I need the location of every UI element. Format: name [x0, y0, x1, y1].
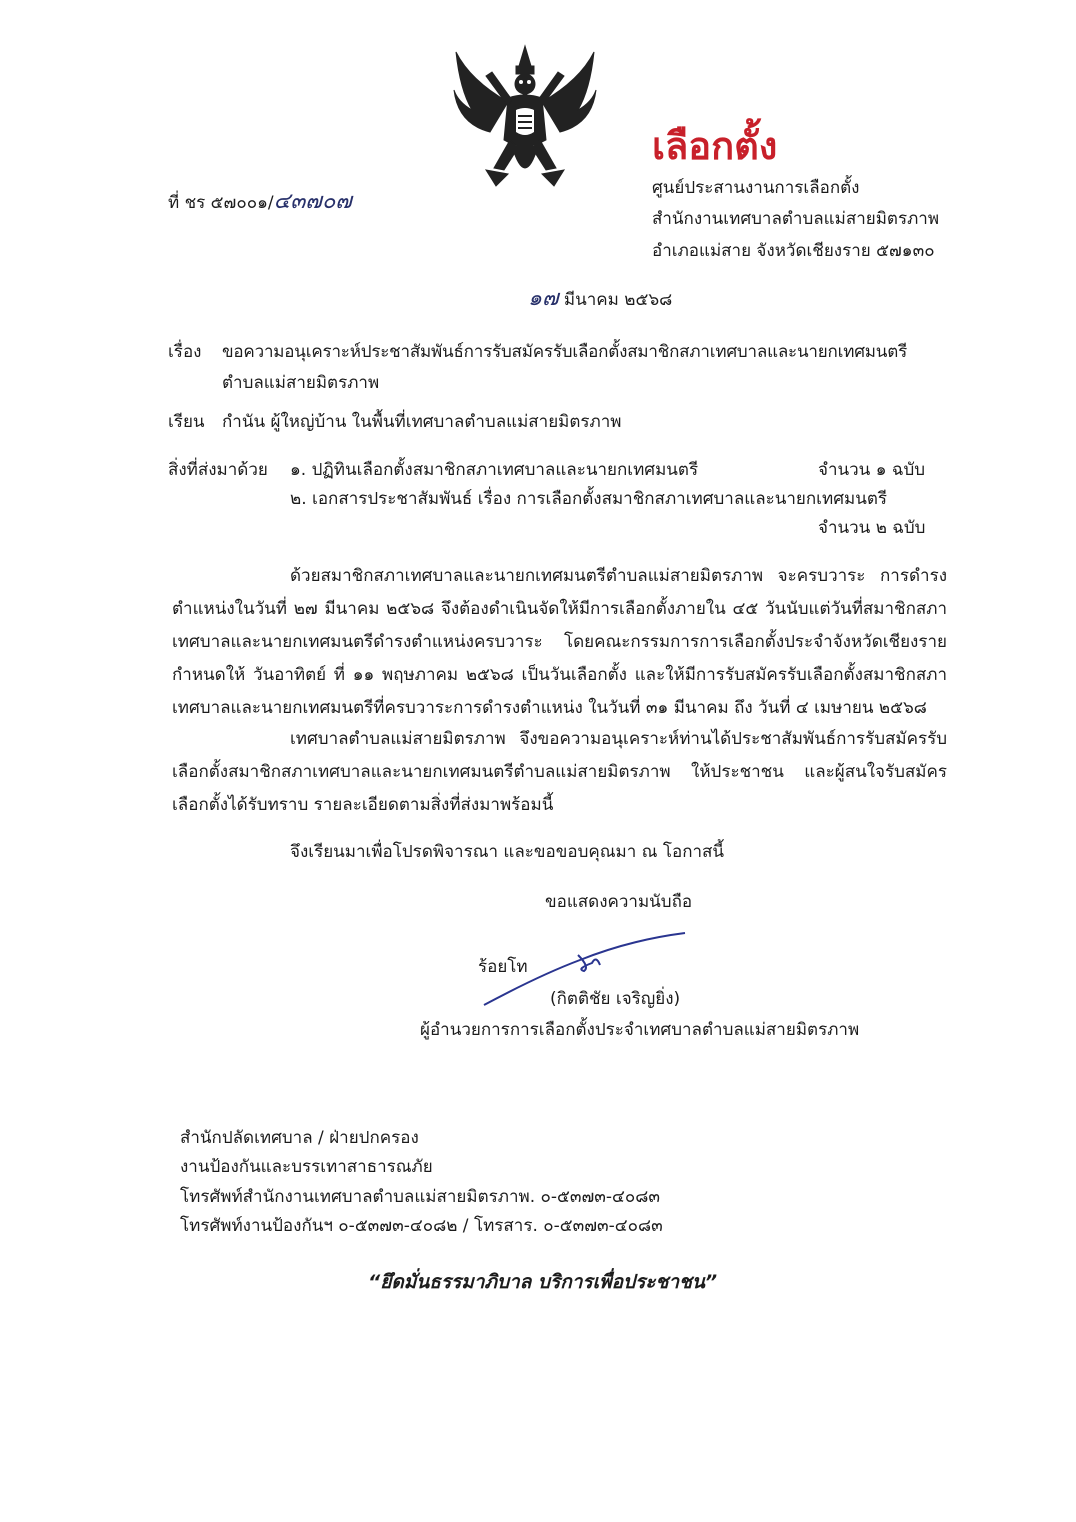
date-month-year: มีนาคม ๒๕๖๘: [563, 290, 673, 310]
enclosure-item-1-qty: จำนวน ๑ ฉบับ: [818, 460, 926, 480]
reference-prefix: ที่ ชร ๕๗๐๐๑/: [168, 193, 274, 213]
enclosures-label: สิ่งที่ส่งมาด้วย: [168, 460, 268, 480]
reference-handwritten: ๔๓๗๐๗: [273, 189, 352, 214]
body-paragraph-1: ด้วยสมาชิกสภาเทศบาลและนายกเทศมนตรีตำบลแม่สายมิตรภาพ จะครบวาระ การดำรงตำแหน่งในวันที่ ๒๗ มีนาคม ๒๕๖๘ จึงต้องดำเนินจัดให้มีการเลือกตั้งภายใน ๔๕ วันนับแต่วันที่สมาชิกสภาเทศบาลและนายกเทศมนตรีดำรงตำแหน่งครบวาระ โดยคณะกรรมการการเลือกตั้งประจำจังหวัดเชียงราย กำหนดให้ วันอาทิตย์ ที่ ๑๑ พฤษภาคม ๒๕๖๘ เป็นวันเลือกตั้ง และให้มีการรับสมัครรับเลือกตั้งสมาชิกสภาเทศบาลและนายกเทศมนตรีที่ครบวาระการดำรงตำแหน่ง ในวันที่ ๓๑ มีนาคม ถึง วันที่ ๔ เมษายน ๒๕๖๘: [172, 566, 947, 718]
enclosure-item-2-qty: จำนวน ๒ ฉบับ: [818, 518, 926, 538]
footer-line-1: สำนักปลัดเทศบาล / ฝ่ายปกครอง: [180, 1128, 419, 1148]
office-line-1: ศูนย์ประสานงานการเลือกตั้ง: [652, 178, 860, 198]
enclosure-item-1: ๑. ปฏิทินเลือกตั้งสมาชิกสภาเทศบาลและนายกเทศมนตรี: [290, 460, 699, 480]
footer-line-4: โทรศัพท์งานป้องกันฯ ๐-๕๓๗๓-๔๐๘๒ / โทรสาร. ๐-๕๓๗๓-๔๐๘๓: [180, 1216, 663, 1236]
subject-label: เรื่อง: [168, 342, 202, 362]
to-text: กำนัน ผู้ใหญ่บ้าน ในพื้นที่เทศบาลตำบลแม่สายมิตรภาพ: [222, 412, 622, 432]
to-label: เรียน: [168, 412, 205, 432]
regards: ขอแสดงความนับถือ: [545, 892, 693, 912]
election-stamp: เลือกตั้ง: [652, 124, 778, 168]
garuda-emblem: [450, 40, 600, 195]
signer-rank: ร้อยโท: [478, 957, 528, 977]
footer-line-3: โทรศัพท์สำนักงานเทศบาลตำบลแม่สายมิตรภาพ. ๐-๕๓๗๓-๔๐๘๓: [180, 1187, 661, 1207]
office-line-2: สำนักงานเทศบาลตำบลแม่สายมิตรภาพ: [652, 209, 940, 229]
body-paragraph-2: เทศบาลตำบลแม่สายมิตรภาพ จึงขอความอนุเคราะห์ท่านได้ประชาสัมพันธ์การรับสมัครรับเลือกตั้งสมาชิกสภาเทศบาลและนายกเทศมนตรีตำบลแม่สายมิตรภาพ ให้ประชาชน และผู้สนใจรับสมัครเลือกตั้งได้รับทราบ รายละเอียดตามสิ่งที่ส่งมาพร้อมนี้: [172, 729, 947, 815]
closing-sentence: จึงเรียนมาเพื่อโปรดพิจารณา และขอขอบคุณมา ณ โอกาสนี้: [290, 842, 725, 862]
letter-date: [528, 280, 672, 315]
office-line-3: อำเภอแม่สาย จังหวัดเชียงราย ๕๗๑๓๐: [652, 241, 935, 261]
signer-name: (กิตติชัย เจริญยิ่ง): [550, 989, 681, 1009]
enclosure-item-2: ๒. เอกสารประชาสัมพันธ์ เรื่อง การเลือกตั้งสมาชิกสภาเทศบาลและนายกเทศมนตรี: [290, 489, 887, 509]
footer-line-2: งานป้องกันและบรรเทาสาธารณภัย: [180, 1157, 433, 1177]
reference-number: [168, 183, 352, 218]
subject-line-2: ตำบลแม่สายมิตรภาพ: [222, 373, 380, 393]
subject-line-1: ขอความอนุเคราะห์ประชาสัมพันธ์การรับสมัครรับเลือกตั้งสมาชิกสภาเทศบาลและนายกเทศมนตรี: [222, 342, 908, 362]
signer-position: ผู้อำนวยการการเลือกตั้งประจำเทศบาลตำบลแม่สายมิตรภาพ: [420, 1020, 860, 1040]
date-day-handwritten: ๑๗: [528, 286, 559, 311]
motto: “ยึดมั่นธรรมาภิบาล บริการเพื่อประชาชน”: [368, 1271, 718, 1293]
